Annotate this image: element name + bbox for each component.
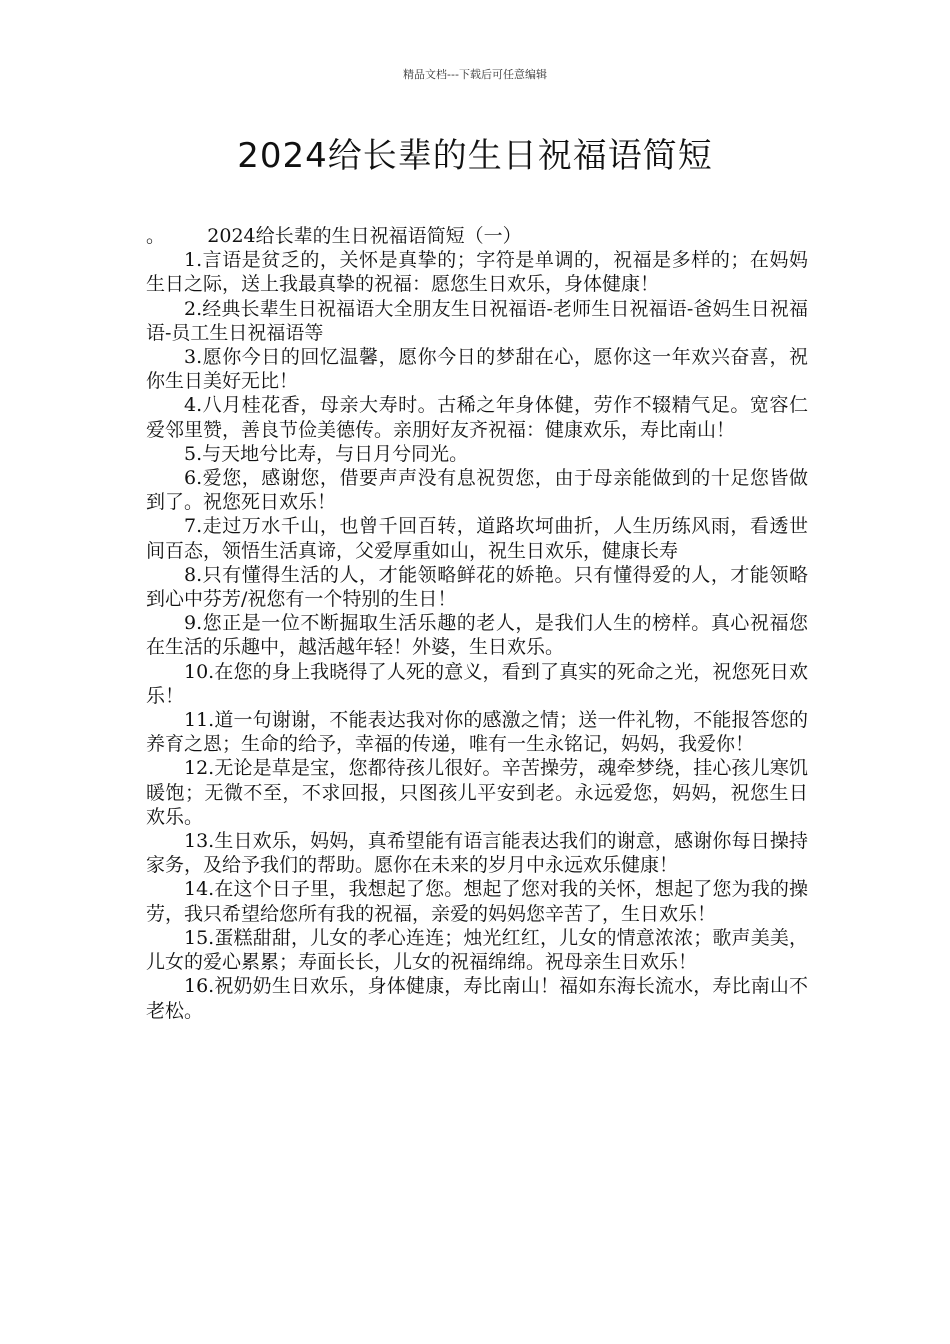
blessing-paragraph-5: 5.与天地兮比寿，与日月兮同光。 <box>184 442 469 465</box>
header-note: 精品文档---下载后可任意编辑 <box>403 68 547 81</box>
blessing-paragraph-1: 1.言语是贫乏的，关怀是真挚的；字符是单调的，祝福是多样的；在妈妈生日之际，送上我最真挚的祝福：愿您生日欢乐，身体健康！ <box>146 249 808 296</box>
blessing-paragraph-11: 11.道一句谢谢，不能表达我对你的感激之情；送一件礼物，不能报答您的养育之恩；生命的给予，幸福的传递，唯有一生永铭记，妈妈，我爱你！ <box>146 709 808 756</box>
blessing-paragraph-9: 9.您正是一位不断掘取生活乐趣的老人，是我们人生的榜样。真心祝福您在生活的乐趣中，越活越年轻！外婆，生日欢乐。 <box>146 612 808 659</box>
blessing-paragraph-14: 14.在这个日子里，我想起了您。想起了您对我的关怀，想起了您为我的操劳，我只希望给您所有我的祝福，亲爱的妈妈您辛苦了，生日欢乐！ <box>146 878 808 925</box>
blessing-paragraph-16: 16.祝奶奶生日欢乐，身体健康，寿比南山！福如东海长流水，寿比南山不老松。 <box>146 975 808 1022</box>
blessing-paragraph-6: 6.爱您，感谢您，借要声声没有息祝贺您，由于母亲能做到的十足您皆做到了。祝您死日欢乐！ <box>146 467 808 514</box>
blessing-paragraph-8: 8.只有懂得生活的人，才能领略鲜花的娇艳。只有懂得爱的人，才能领略到心中芬芳/祝您有一个特别的生日！ <box>146 563 808 611</box>
blessing-paragraph-4: 4.八月桂花香，母亲大寿时。古稀之年身体健，劳作不辍精气足。宽容仁爱邻里赞，善良节俭美德传。亲朋好友齐祝福：健康欢乐，寿比南山！ <box>146 394 808 441</box>
document-title: 2024给长辈的生日祝福语简短 <box>237 136 713 176</box>
blessing-paragraph-3: 3.愿你今日的回忆温馨，愿你今日的梦甜在心，愿你这一年欢兴奋喜，祝你生日美好无比！ <box>146 346 808 393</box>
blessing-paragraph-7: 7.走过万水千山，也曾千回百转，道路坎坷曲折，人生历练风雨，看透世间百态，领悟生活真谛，父爱厚重如山，祝生日欢乐，健康长寿 <box>146 515 808 562</box>
blessing-paragraph-2: 2.经典长辈生日祝福语大全朋友生日祝福语-老师生日祝福语-爸妈生日祝福语-员工生日祝福语等 <box>146 297 808 344</box>
section-subtitle: 。 2024给长辈的生日祝福语简短（一） <box>146 225 522 247</box>
blessing-paragraph-15: 15.蛋糕甜甜，儿女的孝心连连；烛光红红，儿女的情意浓浓；歌声美美，儿女的爱心累累；寿面长长，儿女的祝福绵绵。祝母亲生日欢乐！ <box>146 926 808 974</box>
blessing-paragraph-13: 13.生日欢乐，妈妈，真希望能有语言能表达我们的谢意，感谢你每日操持家务，及给予我们的帮助。愿你在未来的岁月中永远欢乐健康！ <box>146 830 808 877</box>
blessing-paragraph-10: 10.在您的身上我晓得了人死的意义，看到了真实的死命之光，祝您死日欢乐！ <box>146 660 808 707</box>
blessing-paragraph-12: 12.无论是草是宝，您都待孩儿很好。辛苦操劳，魂牵梦绕，挂心孩儿寒饥暖饱；无微不至，不求回报，只图孩儿平安到老。永远爱您，妈妈，祝您生日欢乐。 <box>146 757 808 828</box>
document-body <box>146 224 808 1023</box>
